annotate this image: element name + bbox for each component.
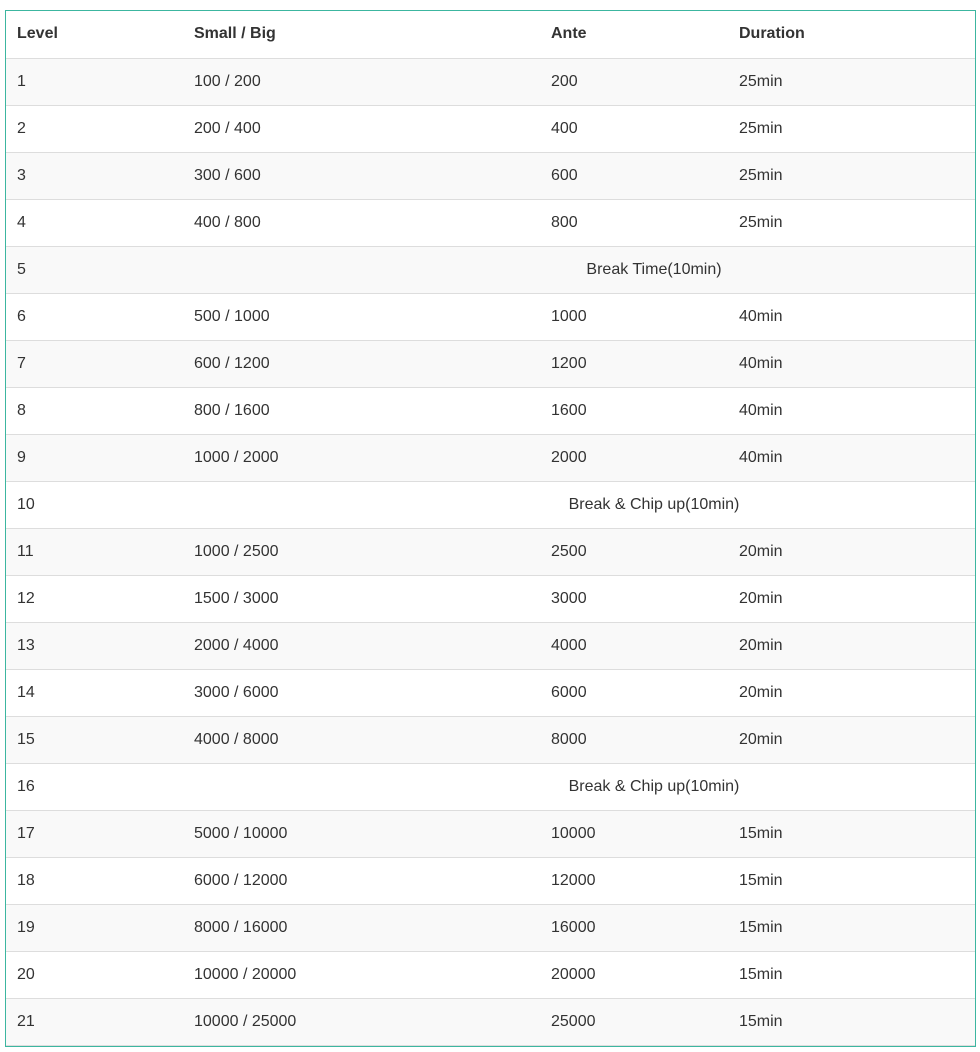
cell-duration: 40min	[728, 340, 975, 387]
cell-ante: 400	[540, 105, 728, 152]
cell-level: 16	[6, 763, 183, 810]
cell-ante: 16000	[540, 904, 728, 951]
cell-level: 7	[6, 340, 183, 387]
table-row	[6, 387, 975, 434]
cell-duration: 20min	[728, 528, 975, 575]
cell-small-big: 100 / 200	[183, 58, 540, 105]
cell-duration: 40min	[728, 434, 975, 481]
table-row	[6, 528, 975, 575]
cell-level: 15	[6, 716, 183, 763]
cell-duration: 25min	[728, 152, 975, 199]
cell-ante: 3000	[540, 575, 728, 622]
cell-duration: 15min	[728, 857, 975, 904]
cell-duration: 20min	[728, 669, 975, 716]
break-row	[6, 481, 975, 528]
cell-level: 10	[6, 481, 183, 528]
cell-level: 2	[6, 105, 183, 152]
cell-small-big: 600 / 1200	[183, 340, 540, 387]
cell-ante: 1200	[540, 340, 728, 387]
table-row	[6, 340, 975, 387]
cell-level: 18	[6, 857, 183, 904]
blind-structure-table	[6, 11, 975, 1046]
cell-ante: 800	[540, 199, 728, 246]
cell-small-big: 200 / 400	[183, 105, 540, 152]
cell-level: 9	[6, 434, 183, 481]
table-row	[6, 716, 975, 763]
cell-small-big: 5000 / 10000	[183, 810, 540, 857]
table-row	[6, 810, 975, 857]
table-row	[6, 199, 975, 246]
cell-duration: 15min	[728, 951, 975, 998]
blind-structure-table-frame	[5, 10, 976, 1047]
cell-ante: 4000	[540, 622, 728, 669]
cell-level: 13	[6, 622, 183, 669]
cell-small-big: 6000 / 12000	[183, 857, 540, 904]
cell-ante: 25000	[540, 998, 728, 1045]
cell-level: 4	[6, 199, 183, 246]
cell-duration: 40min	[728, 387, 975, 434]
cell-small-big: 10000 / 25000	[183, 998, 540, 1045]
cell-level: 5	[6, 246, 183, 293]
cell-small-big: 500 / 1000	[183, 293, 540, 340]
cell-small-big: 1500 / 3000	[183, 575, 540, 622]
header-row	[6, 11, 975, 58]
table-row	[6, 58, 975, 105]
table-row	[6, 622, 975, 669]
header-ante: Ante	[540, 11, 728, 58]
cell-level: 1	[6, 58, 183, 105]
cell-level: 19	[6, 904, 183, 951]
cell-small-big: 400 / 800	[183, 199, 540, 246]
cell-level: 3	[6, 152, 183, 199]
cell-duration: 40min	[728, 293, 975, 340]
cell-duration: 20min	[728, 575, 975, 622]
table-row	[6, 951, 975, 998]
cell-duration: 15min	[728, 998, 975, 1045]
table-row	[6, 904, 975, 951]
cell-level: 11	[6, 528, 183, 575]
cell-ante: 2500	[540, 528, 728, 575]
table-row	[6, 669, 975, 716]
table-row	[6, 105, 975, 152]
cell-small-big: 800 / 1600	[183, 387, 540, 434]
cell-small-big: 1000 / 2500	[183, 528, 540, 575]
cell-ante: 1600	[540, 387, 728, 434]
cell-ante: 12000	[540, 857, 728, 904]
cell-level: 14	[6, 669, 183, 716]
cell-duration: 20min	[728, 716, 975, 763]
break-row	[6, 246, 975, 293]
cell-break-notice: Break & Chip up(10min)	[183, 481, 975, 528]
cell-small-big: 4000 / 8000	[183, 716, 540, 763]
cell-break-notice: Break & Chip up(10min)	[183, 763, 975, 810]
break-row	[6, 763, 975, 810]
cell-small-big: 10000 / 20000	[183, 951, 540, 998]
cell-ante: 10000	[540, 810, 728, 857]
cell-duration: 25min	[728, 58, 975, 105]
cell-duration: 15min	[728, 904, 975, 951]
table-row	[6, 152, 975, 199]
table-row	[6, 998, 975, 1045]
cell-ante: 2000	[540, 434, 728, 481]
cell-small-big: 300 / 600	[183, 152, 540, 199]
cell-break-notice: Break Time(10min)	[183, 246, 975, 293]
cell-level: 12	[6, 575, 183, 622]
cell-ante: 8000	[540, 716, 728, 763]
cell-level: 17	[6, 810, 183, 857]
header-small-big: Small / Big	[183, 11, 540, 58]
cell-duration: 15min	[728, 810, 975, 857]
cell-ante: 6000	[540, 669, 728, 716]
cell-small-big: 2000 / 4000	[183, 622, 540, 669]
table-row	[6, 575, 975, 622]
header-duration: Duration	[728, 11, 975, 58]
table-row	[6, 857, 975, 904]
cell-level: 20	[6, 951, 183, 998]
cell-small-big: 3000 / 6000	[183, 669, 540, 716]
cell-duration: 20min	[728, 622, 975, 669]
cell-ante: 200	[540, 58, 728, 105]
cell-level: 21	[6, 998, 183, 1045]
table-row	[6, 293, 975, 340]
cell-level: 6	[6, 293, 183, 340]
table-row	[6, 434, 975, 481]
header-level: Level	[6, 11, 183, 58]
cell-ante: 1000	[540, 293, 728, 340]
cell-duration: 25min	[728, 199, 975, 246]
cell-small-big: 8000 / 16000	[183, 904, 540, 951]
cell-duration: 25min	[728, 105, 975, 152]
cell-small-big: 1000 / 2000	[183, 434, 540, 481]
cell-ante: 20000	[540, 951, 728, 998]
cell-level: 8	[6, 387, 183, 434]
table-body	[6, 58, 975, 1045]
table-header	[6, 11, 975, 58]
cell-ante: 600	[540, 152, 728, 199]
